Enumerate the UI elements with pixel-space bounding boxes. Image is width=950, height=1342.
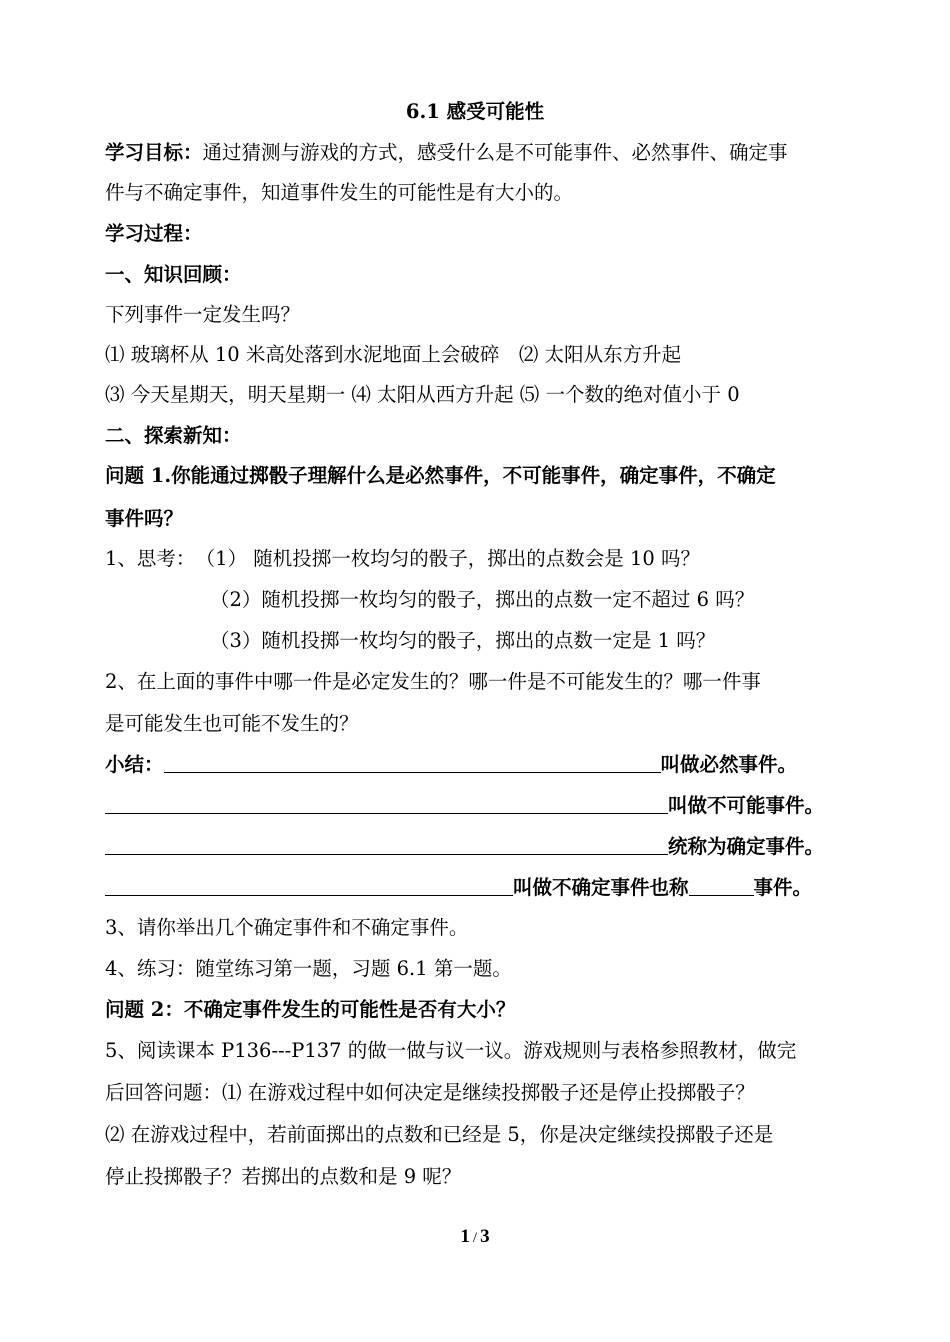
think-question-1: （1） 随机投掷一枚均匀的骰子，掷出的点数会是 10 吗？ — [205, 547, 700, 570]
current-page-number: 1 — [460, 1226, 470, 1247]
question-2-line-2: 是可能发生也可能不发生的？ — [105, 712, 359, 735]
question-5-line-1: 5、阅读课本 P136---P137 的做一做与议一议。游戏规则与表格参照教材，做完 — [105, 1039, 797, 1062]
summary-text-1: 叫做必然事件。 — [660, 753, 798, 776]
summary-line-1 — [105, 751, 850, 779]
summary-blank-1[interactable] — [164, 752, 661, 773]
learning-goal-label: 学习目标： — [105, 141, 203, 164]
question-5-line-2: 后回答问题：⑴ 在游戏过程中如何决定是继续投掷骰子还是停止投掷骰子？ — [105, 1081, 755, 1104]
page-number-footer — [0, 1226, 950, 1248]
page-title: 6.1 感受可能性 — [405, 100, 545, 123]
question-3: 3、请你举出几个确定事件和不确定事件。 — [105, 916, 469, 939]
learning-goal-line-1 — [105, 139, 850, 167]
summary-text-2: 叫做不可能事件。 — [668, 794, 825, 817]
summary-line-2 — [105, 792, 850, 820]
explore-heading: 二、探索新知： — [105, 424, 242, 447]
summary-blank-5[interactable] — [689, 875, 754, 896]
review-question: 下列事件一定发生吗？ — [105, 303, 301, 326]
think-question-2: （2）随机投掷一枚均匀的骰子，掷出的点数一定不超过 6 吗？ — [210, 588, 755, 611]
review-heading: 一、知识回顾： — [105, 263, 242, 286]
total-pages: 3 — [480, 1226, 490, 1247]
summary-blank-4[interactable] — [105, 875, 513, 896]
learning-goal-text-1: 通过猜测与游戏的方式，感受什么是不可能事件、必然事件、确定事 — [202, 141, 788, 164]
summary-text-4b: 事件。 — [753, 876, 813, 899]
question-4: 4、练习：随堂练习第一题，习题 6.1 第一题。 — [105, 957, 512, 980]
summary-text-3: 统称为确定事件。 — [668, 835, 825, 858]
learning-goal-line-2: 件与不确定事件，知道事件发生的可能性是有大小的。 — [105, 181, 574, 204]
learning-process-heading: 学习过程： — [105, 222, 203, 245]
summary-blank-2[interactable] — [105, 793, 668, 814]
think-question-3: （3）随机投掷一枚均匀的骰子，掷出的点数一定是 1 吗？ — [210, 629, 716, 652]
think-label: 1、思考： — [105, 547, 196, 570]
problem-2: 问题 2：不确定事件发生的可能性是否有大小？ — [105, 998, 516, 1021]
question-2-line-1: 2、在上面的事件中哪一件是必定发生的？哪一件是不可能发生的？哪一件事 — [105, 670, 761, 693]
summary-line-3 — [105, 833, 850, 861]
summary-blank-3[interactable] — [105, 834, 668, 855]
think-item-1 — [105, 545, 850, 573]
problem-1-line-2: 事件吗？ — [105, 507, 184, 530]
summary-label: 小结： — [105, 753, 164, 776]
review-events-line-1: ⑴ 玻璃杯从 10 米高处落到水泥地面上会破碎 ⑵ 太阳从东方升起 — [105, 343, 682, 366]
question-5-line-4: 停止投掷骰子？若掷出的点数和是 9 呢？ — [105, 1165, 462, 1188]
summary-text-4a: 叫做不确定事件也称 — [513, 876, 689, 899]
question-5-line-3: ⑵ 在游戏过程中，若前面掷出的点数和已经是 5，你是决定继续投掷骰子还是 — [105, 1123, 774, 1146]
page-separator: / — [472, 1230, 478, 1246]
problem-1-line-1: 问题 1.你能通过掷骰子理解什么是必然事件，不可能事件，确定事件，不确定 — [105, 464, 776, 487]
summary-line-4 — [105, 874, 850, 902]
review-events-line-2: ⑶ 今天星期天，明天星期一 ⑷ 太阳从西方升起 ⑸ 一个数的绝对值小于 0 — [105, 383, 740, 406]
